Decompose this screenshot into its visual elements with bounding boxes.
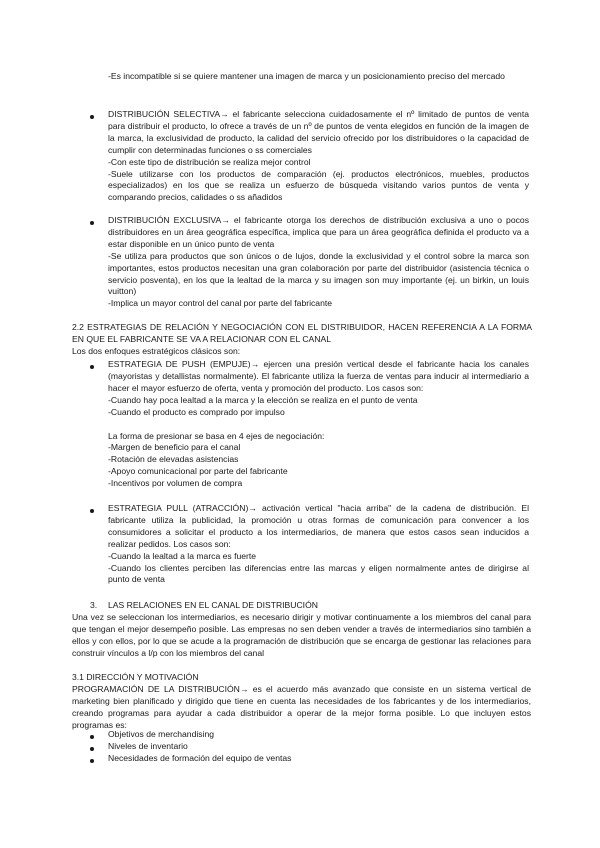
pull-block — [108, 503, 529, 586]
selectiva-control-note: -Con este tipo de distribución se realiza mejor control — [108, 156, 311, 167]
push-axis-item: -Incentivos por volumen de compra — [108, 478, 243, 489]
bullet-push — [90, 365, 94, 369]
push-axis-item: -Margen de beneficio para el canal — [108, 442, 241, 453]
push-definition: ESTRATEGIA DE PUSH (EMPUJE)→ ejercen una presión vertical desde el fabricante hacia los canales (mayoristas y detallistas normalmente). El fabricante utiliza la fuerza de ventas para inducir al intermediario a hacer el mayor esfuerzo de oferta, venta y promoción del producto. Los casos son: — [108, 359, 529, 393]
bullet-program-item — [90, 747, 94, 751]
selectiva-definition: DISTRIBUCIÓN SELECTIVA→ el fabricante selecciona cuidadosamente el nº limitado de puntos de venta para distribuir el producto, lo ofrece a través de un nº de puntos de venta elegidos en función de la imagen de la marca, la exclusividad de producto, la calidad del servicio ofrecido por los distribuidores o la capacidad de cumplir con determinadas funciones o ss comerciales — [108, 109, 529, 155]
exclusiva-usage-note: -Se utiliza para productos que son únicos o de lujos, donde la exclusividad y el control sobre la marca son importantes, estos productos necesitan una gran colaboración por parte del distribuidor (asistencia técnica o servicio posventa), en los que la lealtad de la marca y su imagen son muy importante (ej. un birkin, un louis vuitton) — [108, 250, 529, 297]
program-item: Necesidades de formación del equipo de ventas — [108, 753, 292, 763]
pull-case-1: -Cuando la lealtad a la marca es fuerte — [108, 550, 257, 561]
section-2-2-intro: Los dos enfoques estratégicos clásicos son: — [72, 345, 241, 356]
bullet-exclusiva — [90, 221, 94, 225]
section-3-heading: LAS RELACIONES EN EL CANAL DE DISTRIBUCIÓN — [108, 600, 318, 610]
push-case-1: -Cuando hay poca lealtad a la marca y la elección se realiza en el punto de venta — [108, 394, 418, 405]
push-axis-item: -Apoyo comunicacional por parte del fabricante — [108, 466, 288, 477]
section-3-1-body: PROGRAMACIÓN DE LA DISTRIBUCIÓN→ es el acuerdo más avanzado que consiste en un sistema vertical de marketing bien planificado y dirigido que tiene en cuenta las necesidades de los fabricantes y de los intermediarios, creando programas para ayudar a cada distribuidor a operar de la mejor forma posible. Lo que incluyen estos programas es: — [72, 683, 531, 730]
bullet-program-item — [90, 759, 94, 763]
selectiva-block — [108, 109, 529, 204]
pull-case-2: -Cuando los clientes perciben las diferencias entre las marcas y eligen normalmente antes de dirigirse al punto de venta — [108, 562, 529, 585]
push-axis-item: -Rotación de elevadas asistencias — [108, 454, 239, 465]
incompatibility-note: -Es incompatible si se quiere mantener una imagen de marca y un posicionamiento preciso del mercado — [108, 71, 505, 81]
section-3-1 — [72, 672, 531, 732]
exclusiva-control-note: -Implica un mayor control del canal por parte del fabricante — [108, 298, 333, 309]
exclusiva-block — [108, 215, 529, 310]
program-item: Objetivos de merchandising — [108, 729, 215, 739]
section-2-2-heading: 2.2 ESTRATEGIAS DE RELACIÓN Y NEGOCIACIÓN CON EL DISTRIBUIDOR, HACEN REFERENCIA A LA FORMA EN QUE EL FABRICANTE SE VA A RELACIONAR CON EL CANAL — [72, 322, 532, 344]
push-axes-intro: La forma de presionar se basa en 4 ejes de negociación: — [108, 430, 325, 441]
bullet-pull — [90, 509, 94, 513]
exclusiva-definition: DISTRIBUCIÓN EXCLUSIVA→ el fabricante otorga los derechos de distribución exclusiva a uno o pocos distribuidores en un área geográfica específica, implica que para un área geográfica definida el producto va a estar disponible en un único punto de venta — [108, 215, 529, 249]
push-block — [108, 359, 529, 490]
bullet-program-item — [90, 735, 94, 739]
section-3-1-heading: 3.1 DIRECCIÓN Y MOTIVACIÓN — [72, 672, 199, 682]
selectiva-usage-note: -Suele utilizarse con los productos de comparación (ej. productos electrónicos, muebles, productos especializados) en los que se realiza un esfuerzo de búsqueda visitando varios puntos de venta y comparando precios, calidades o ss añadidos — [108, 168, 529, 203]
push-case-2: -Cuando el producto es comprado por impulso — [108, 406, 285, 417]
pull-definition: ESTRATEGIA PULL (ATRACCIÓN)→ activación vertical "hacia arriba" de la cadena de distribución. El fabricante utiliza la publicidad, la promoción u otras formas de comunicación para convencer a los consumidores a solicitar el producto a los intermediarios, de manera que estos casos sean inducidos a realizar pedidos. Los casos son: — [108, 503, 529, 549]
section-3-body: Una vez se seleccionan los intermediarios, es necesario dirigir y motivar continuamente a los miembros del canal para que tengan el mejor desempeño posible. Las empresas no sen deben vender a través de intermediarios sino también a ellos y con ellos, por lo que se acude a la programación de distribución que se encarga de gestionar las relaciones para construir vínculos a l/p con los miembros del canal — [72, 612, 531, 658]
section-2-2 — [72, 322, 532, 358]
bullet-selectiva — [90, 115, 94, 119]
program-item: Niveles de inventario — [108, 741, 188, 751]
section-3-number: 3. — [90, 600, 98, 610]
